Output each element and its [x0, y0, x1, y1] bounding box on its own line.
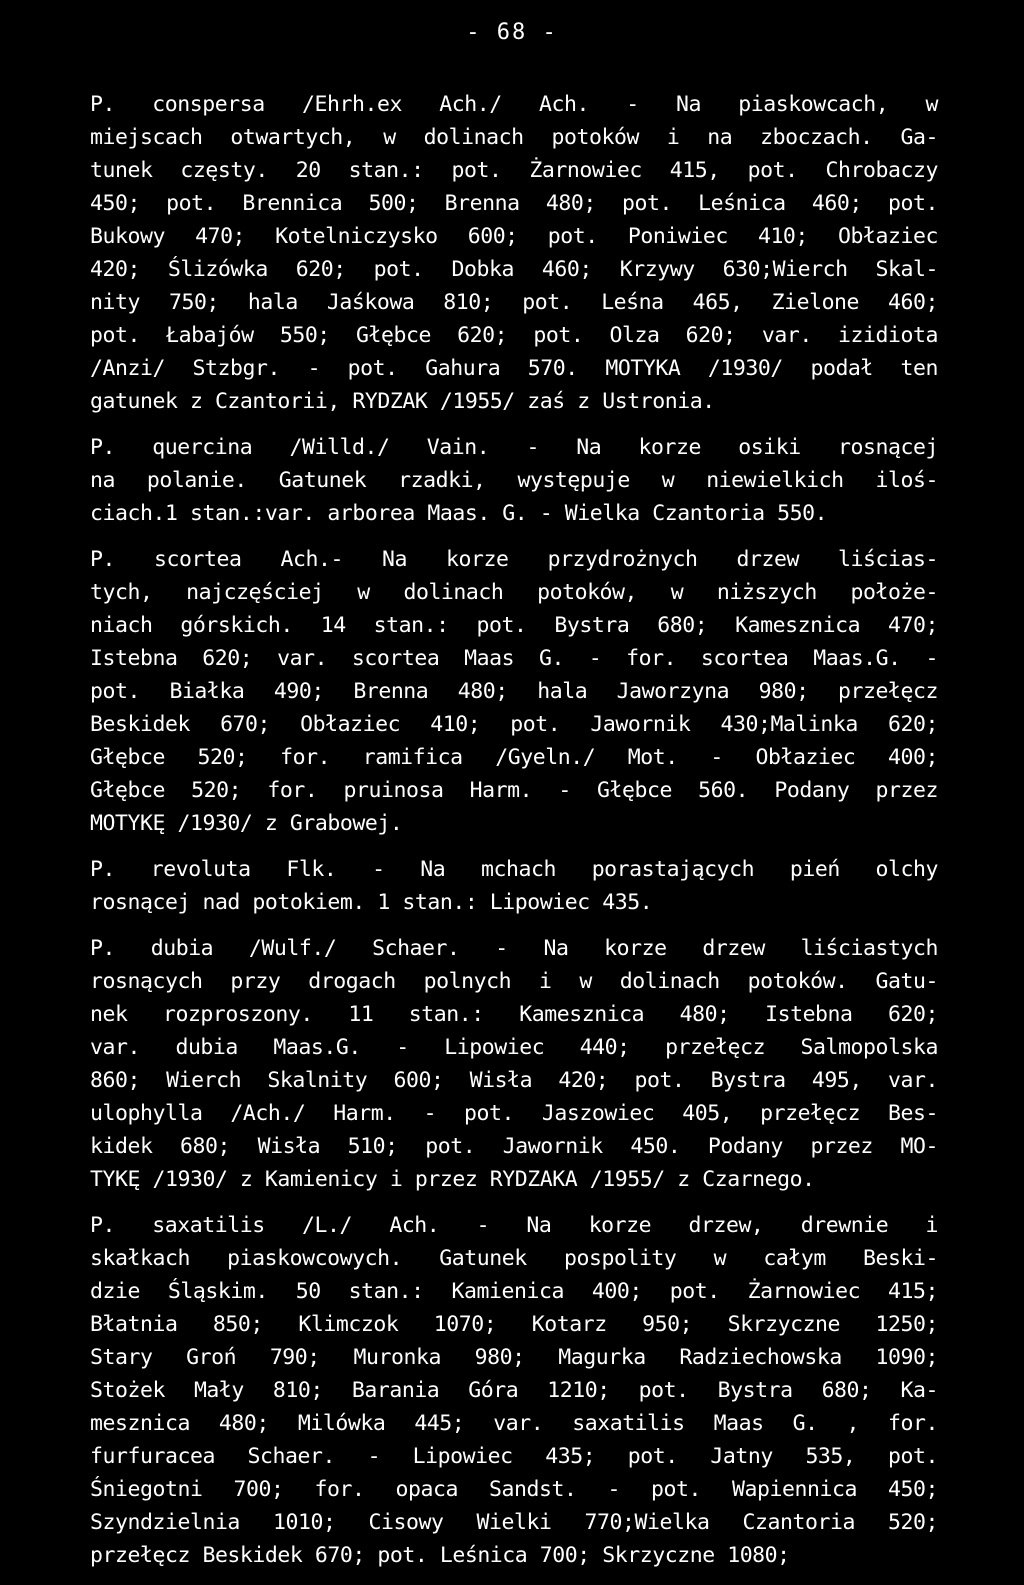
page-number: - 68 -	[466, 20, 558, 45]
text-line: mesznica 480; Milówka 445; var. saxatilis Maas G. , for.	[90, 1411, 938, 1436]
text-line: przełęcz Beskidek 670; pot. Leśnica 700; Skrzyczne 1080;	[90, 1543, 790, 1568]
text-line: kidek 680; Wisła 510; pot. Jawornik 450. Podany przez MO-	[90, 1134, 938, 1159]
text-line: 860; Wierch Skalnity 600; Wisła 420; pot. Bystra 495, var.	[90, 1068, 938, 1093]
text-line: rosnącej nad potokiem. 1 stan.: Lipowiec 435.	[90, 890, 653, 915]
text-line: Szyndzielnia 1010; Cisowy Wielki 770;Wielka Czantoria 520;	[90, 1510, 938, 1535]
text-line: pot. Białka 490; Brenna 480; hala Jaworzyna 980; przełęcz	[90, 679, 938, 704]
text-line: Bukowy 470; Kotelniczysko 600; pot. Poniwiec 410; Obłaziec	[90, 224, 938, 249]
text-line: Głębce 520; for. pruinosa Harm. - Głębce 560. Podany przez	[90, 778, 938, 803]
text-line: nek rozproszony. 11 stan.: Kamesznica 480; Istebna 620;	[90, 1002, 938, 1027]
text-line: ulophylla /Ach./ Harm. - pot. Jaszowiec 405, przełęcz Bes-	[90, 1101, 938, 1126]
text-line: miejscach otwartych, w dolinach potoków i na zboczach. Ga-	[90, 125, 938, 150]
text-line: P. quercina /Willd./ Vain. - Na korze osiki rosnącej	[90, 435, 938, 460]
text-line: Śniegotni 700; for. opaca Sandst. - pot. Wapiennica 450;	[90, 1477, 938, 1502]
text-line: pot. Łabajów 550; Głębce 620; pot. Olza 620; var. izidiota	[90, 323, 938, 348]
text-line: Beskidek 670; Obłaziec 410; pot. Jawornik 430;Malinka 620;	[90, 712, 938, 737]
text-line: P. scortea Ach.- Na korze przydrożnych drzew liścias-	[90, 547, 938, 572]
text-line: Stary Groń 790; Muronka 980; Magurka Radziechowska 1090;	[90, 1345, 938, 1370]
text-line: 450; pot. Brennica 500; Brenna 480; pot. Leśnica 460; pot.	[90, 191, 938, 216]
text-line: Stożek Mały 810; Barania Góra 1210; pot. Bystra 680; Ka-	[90, 1378, 938, 1403]
text-line: skałkach piaskowcowych. Gatunek pospolity w całym Beski-	[90, 1246, 938, 1271]
text-line: nity 750; hala Jaśkowa 810; pot. Leśna 465, Zielone 460;	[90, 290, 938, 315]
text-line: P. revoluta Flk. - Na mchach porastających pień olchy	[90, 857, 938, 882]
entry-parmelia-scortea	[90, 543, 938, 840]
entry-parmelia-saxatilis	[90, 1209, 938, 1572]
text-line: dzie Śląskim. 50 stan.: Kamienica 400; pot. Żarnowiec 415;	[90, 1279, 938, 1304]
text-line: Głębce 520; for. ramifica /Gyeln./ Mot. - Obłaziec 400;	[90, 745, 938, 770]
text-line: P. saxatilis /L./ Ach. - Na korze drzew, drewnie i	[90, 1213, 938, 1238]
text-line: niach górskich. 14 stan.: pot. Bystra 680; Kamesznica 470;	[90, 613, 938, 638]
text-line: var. dubia Maas.G. - Lipowiec 440; przełęcz Salmopolska	[90, 1035, 938, 1060]
text-line: ciach.1 stan.:var. arborea Maas. G. - Wielka Czantoria 550.	[90, 501, 828, 526]
entry-parmelia-dubia	[90, 932, 938, 1196]
text-line: P. conspersa /Ehrh.ex Ach./ Ach. - Na piaskowcach, w	[90, 92, 938, 117]
text-line: furfuracea Schaer. - Lipowiec 435; pot. Jatny 535, pot.	[90, 1444, 938, 1469]
entry-parmelia-conspersa	[90, 88, 938, 418]
text-line: rosnących przy drogach polnych i w dolinach potoków. Gatu-	[90, 969, 938, 994]
text-line: 420; Ślizówka 620; pot. Dobka 460; Krzywy 630;Wierch Skal-	[90, 257, 938, 282]
text-body	[90, 88, 938, 1585]
entry-parmelia-quercina	[90, 431, 938, 530]
entry-parmelia-revoluta	[90, 853, 938, 919]
text-line: tunek częsty. 20 stan.: pot. Żarnowiec 415, pot. Chrobaczy	[90, 158, 938, 183]
text-line: tych, najczęściej w dolinach potoków, w niższych położe-	[90, 580, 938, 605]
text-line: gatunek z Czantorii, RYDZAK /1955/ zaś z Ustronia.	[90, 389, 715, 414]
text-line: P. dubia /Wulf./ Schaer. - Na korze drzew liściastych	[90, 936, 938, 961]
text-line: TYKĘ /1930/ z Kamienicy i przez RYDZAKA /1955/ z Czarnego.	[90, 1167, 815, 1192]
text-line: Istebna 620; var. scortea Maas G. - for. scortea Maas.G. -	[90, 646, 938, 671]
text-line: /Anzi/ Stzbgr. - pot. Gahura 570. MOTYKA /1930/ podał ten	[90, 356, 938, 381]
text-line: Błatnia 850; Klimczok 1070; Kotarz 950; Skrzyczne 1250;	[90, 1312, 938, 1337]
text-line: MOTYKĘ /1930/ z Grabowej.	[90, 811, 403, 836]
text-line: na polanie. Gatunek rzadki, występuje w niewielkich iloś-	[90, 468, 938, 493]
